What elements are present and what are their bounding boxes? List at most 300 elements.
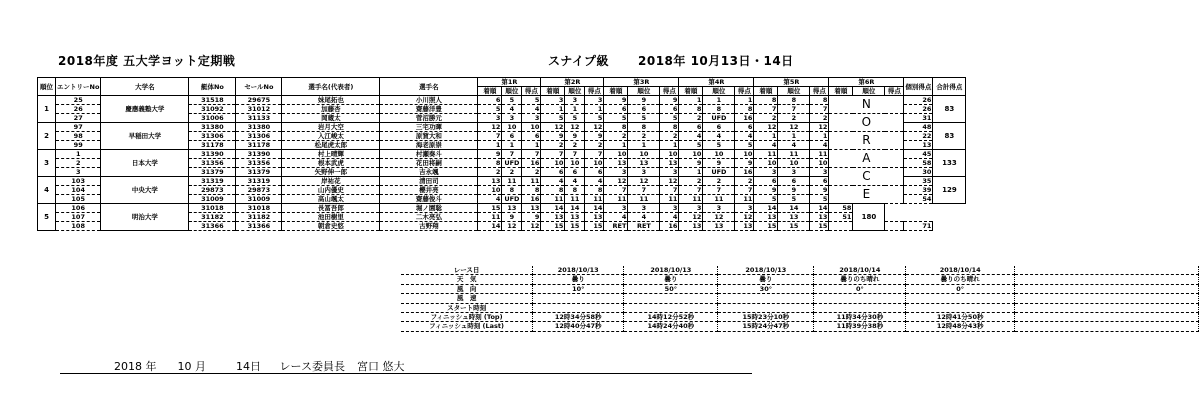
col-rank: 順位 — [38, 78, 56, 96]
race-3-value: 1 — [660, 141, 679, 150]
race-1-value: 7 — [478, 132, 502, 141]
race-2-value: 15 — [565, 222, 585, 231]
team-rank: 4 — [38, 177, 56, 204]
race-2-value: 13 — [585, 213, 604, 222]
race-3-value: 3 — [660, 204, 679, 213]
race-1-value: 7 — [522, 150, 541, 159]
entry-no: 1 — [56, 150, 101, 159]
individual-points: 26 — [904, 105, 933, 114]
crew-name: 海老原崇 — [380, 141, 478, 150]
race-4-value: 13 — [679, 222, 703, 231]
race-4-value: 12 — [679, 213, 703, 222]
race-5-value: 8 — [810, 96, 829, 105]
individual-points: 58 — [904, 159, 933, 168]
team-rank: 3 — [38, 150, 56, 177]
race-3-value: 16 — [660, 222, 679, 231]
info-value — [718, 294, 814, 303]
individual-points: 58 — [829, 204, 853, 213]
race-1-value: 11 — [478, 213, 502, 222]
race-2-value: 7 — [585, 150, 604, 159]
race-1-value: 4 — [502, 105, 522, 114]
skipper-name: 加藤杏 — [282, 105, 380, 114]
race-1-value: 2 — [522, 168, 541, 177]
race-4-value: 9 — [679, 159, 703, 168]
col-race-2-sub: 着順 — [541, 87, 565, 96]
race-2-value: 11 — [565, 195, 585, 204]
race-3-value: 3 — [660, 168, 679, 177]
sail-no: 31366 — [236, 222, 282, 231]
race-3-value: 4 — [660, 213, 679, 222]
race-4-value: 2 — [735, 177, 754, 186]
race-5-value: 12 — [778, 123, 810, 132]
race-1-value: 15 — [478, 204, 502, 213]
race-1-value: 13 — [502, 204, 522, 213]
info-value: 14時24分40秒 — [624, 322, 718, 331]
team-total: 129 — [933, 177, 966, 204]
info-value — [906, 303, 1014, 312]
race-2-value: 5 — [585, 114, 604, 123]
race-2-value: 3 — [541, 96, 565, 105]
race-3-value: 2 — [604, 132, 628, 141]
race-3-value: 7 — [628, 186, 660, 195]
skipper-name: 松尾虎太郎 — [282, 141, 380, 150]
race-2-value: 2 — [585, 141, 604, 150]
race-3-value: 13 — [660, 159, 679, 168]
race-2-value: 10 — [585, 159, 604, 168]
info-label: フィニッシュ時刻 (Last) — [401, 322, 533, 331]
hull-no: 31018 — [189, 204, 236, 213]
info-value: 曇りのち晴れ — [906, 275, 1014, 284]
race-3-value: 11 — [660, 195, 679, 204]
info-label: 天 気 — [401, 275, 533, 284]
race-4-value: 5 — [703, 141, 735, 150]
sail-no: 31018 — [236, 204, 282, 213]
sail-no: 31012 — [236, 105, 282, 114]
entry-no: 108 — [56, 222, 101, 231]
race-5-value: 8 — [778, 96, 810, 105]
skipper-name: 岸祐花 — [282, 177, 380, 186]
hull-no: 31380 — [189, 123, 236, 132]
race-3-value: 13 — [628, 159, 660, 168]
crew-name: 吉永颯 — [380, 168, 478, 177]
individual-points: 51 — [829, 213, 853, 222]
race-3-value: 10 — [604, 150, 628, 159]
race-5-value: 14 — [754, 204, 778, 213]
race-2-value: 11 — [541, 195, 565, 204]
info-blank — [1014, 275, 1198, 284]
race-5-value: 3 — [778, 168, 810, 177]
individual-points: 54 — [904, 195, 933, 204]
sail-no: 31306 — [236, 132, 282, 141]
race-1-value: 12 — [478, 123, 502, 132]
race-3-value: 6 — [604, 105, 628, 114]
race-1-value: 8 — [502, 186, 522, 195]
race-3-value: 12 — [660, 177, 679, 186]
info-value: 14時12分52秒 — [624, 313, 718, 322]
university-name: 早稲田大学 — [101, 123, 189, 150]
race-5-value: 11 — [810, 150, 829, 159]
race-5-value: 6 — [754, 177, 778, 186]
race-info-table — [401, 266, 1199, 332]
race-1-value: 5 — [502, 96, 522, 105]
table-row — [38, 204, 966, 213]
info-value — [814, 303, 906, 312]
race-2-value: 9 — [585, 132, 604, 141]
race-2-value: 9 — [541, 132, 565, 141]
race-1-value: 5 — [478, 105, 502, 114]
hull-no: 31182 — [189, 213, 236, 222]
race-4-value: 7 — [679, 186, 703, 195]
race-5-value: 15 — [778, 222, 810, 231]
crew-name: 小川照人 — [380, 96, 478, 105]
race-3-value: RET — [628, 222, 660, 231]
hull-no: 31390 — [189, 150, 236, 159]
race-4-value: 10 — [679, 150, 703, 159]
race-5-value: 7 — [810, 105, 829, 114]
race-2-value: 2 — [541, 141, 565, 150]
table-row — [38, 123, 966, 132]
sail-no: 29675 — [236, 96, 282, 105]
race-1-value: 9 — [478, 150, 502, 159]
race-2-value: 5 — [565, 114, 585, 123]
no-race-letter: R — [829, 132, 904, 150]
no-race-letter: E — [829, 186, 904, 204]
hull-no: 31518 — [189, 96, 236, 105]
race-1-value: 6 — [502, 132, 522, 141]
race-3-value: 11 — [604, 195, 628, 204]
race-1-value: 13 — [478, 177, 502, 186]
race-3-value: 5 — [628, 114, 660, 123]
col-race-1: 第1R — [478, 78, 541, 87]
race-1-value: 4 — [522, 105, 541, 114]
race-1-value: 16 — [522, 159, 541, 168]
race-4-value: 9 — [703, 159, 735, 168]
race-5-value: 11 — [778, 150, 810, 159]
info-blank — [1014, 303, 1198, 312]
info-row — [401, 284, 1199, 293]
race-5-value: 12 — [810, 123, 829, 132]
info-value: 12時34分58秒 — [533, 313, 624, 322]
race-3-value: 9 — [604, 96, 628, 105]
race-2-value: 7 — [565, 150, 585, 159]
race-4-value: 4 — [703, 132, 735, 141]
entry-no: 2 — [56, 159, 101, 168]
info-value — [814, 294, 906, 303]
col-race-2: 第2R — [541, 78, 604, 87]
results-table — [37, 77, 966, 231]
race-1-value: 3 — [478, 114, 502, 123]
race-5-value: 10 — [810, 159, 829, 168]
race-4-value: 7 — [703, 186, 735, 195]
race-5-value: 10 — [754, 159, 778, 168]
col-race-4: 第4R — [679, 78, 754, 87]
team-rank: 1 — [38, 96, 56, 123]
race-2-value: 6 — [565, 168, 585, 177]
skipper-name: 高山颯太 — [282, 195, 380, 204]
race-1-value: 3 — [502, 114, 522, 123]
race-1-value: 9 — [502, 213, 522, 222]
entry-no: 26 — [56, 105, 101, 114]
crew-name: 堀ノ園聡 — [380, 204, 478, 213]
race-5-value: 2 — [754, 114, 778, 123]
race-3-value: 9 — [660, 96, 679, 105]
race-3-value: 5 — [660, 114, 679, 123]
sail-no: 31009 — [236, 195, 282, 204]
race-2-value: 8 — [541, 186, 565, 195]
crew-name: 三宅功暉 — [380, 123, 478, 132]
race-1-value: 10 — [522, 123, 541, 132]
race-1-value: 12 — [522, 222, 541, 231]
race-2-value: 1 — [541, 105, 565, 114]
individual-points: 31 — [904, 114, 933, 123]
race-4-value: 16 — [735, 114, 754, 123]
footer-month: 10 月 — [177, 360, 206, 373]
race-3-value: 12 — [628, 177, 660, 186]
col-race-6-sub: 順位 — [853, 87, 885, 96]
col-hull: 艇体No — [189, 78, 236, 96]
race-1-value: 11 — [502, 177, 522, 186]
info-value: 30° — [718, 284, 814, 293]
col-race-3-sub: 着順 — [604, 87, 628, 96]
race-4-value: 6 — [679, 123, 703, 132]
info-value: 15時24分47秒 — [718, 322, 814, 331]
race-5-value: 8 — [754, 96, 778, 105]
info-row — [401, 266, 1199, 275]
race-2-value: 14 — [541, 204, 565, 213]
info-value: 曇り — [718, 275, 814, 284]
race-3-value: 1 — [628, 141, 660, 150]
info-value: 12時40分47秒 — [533, 322, 624, 331]
race-4-value: 7 — [735, 186, 754, 195]
race-3-value: 11 — [628, 195, 660, 204]
race-5-value: 4 — [778, 141, 810, 150]
col-entry: エントリーNo — [56, 78, 101, 96]
race-2-value: 15 — [585, 222, 604, 231]
crew-name: 清田司 — [380, 177, 478, 186]
race-4-value: 2 — [679, 114, 703, 123]
entry-no: 105 — [56, 195, 101, 204]
info-row — [401, 322, 1199, 331]
info-value: 0° — [906, 284, 1014, 293]
university-name: 中央大学 — [101, 177, 189, 204]
race-1-value: 14 — [478, 222, 502, 231]
race-4-value: 4 — [679, 132, 703, 141]
race-4-value: 1 — [735, 96, 754, 105]
crew-name: 古野翔 — [380, 222, 478, 231]
col-race-6: 第6R — [829, 78, 904, 87]
hull-no: 31379 — [189, 168, 236, 177]
entry-no: 25 — [56, 96, 101, 105]
race-2-value: 12 — [585, 123, 604, 132]
event-title: 2018年度 五大学ヨット定期戦 — [58, 54, 236, 68]
info-label: スタート時刻 — [401, 303, 533, 312]
race-5-value: 13 — [778, 213, 810, 222]
crew-name: 二木亮弘 — [380, 213, 478, 222]
hull-no: 29873 — [189, 186, 236, 195]
col-crew: 選手名 — [380, 78, 478, 96]
col-race-1-sub: 順位 — [502, 87, 522, 96]
footer-name: 宮口 悠大 — [357, 360, 405, 373]
race-5-value: 15 — [754, 222, 778, 231]
race-2-value: 13 — [565, 213, 585, 222]
race-3-value: 9 — [628, 96, 660, 105]
race-3-value: 8 — [660, 123, 679, 132]
race-5-value: 13 — [754, 213, 778, 222]
race-1-value: 4 — [478, 195, 502, 204]
race-3-value: 4 — [604, 213, 628, 222]
skipper-name: 岩月大空 — [282, 123, 380, 132]
info-value: 2018/10/13 — [533, 266, 624, 275]
race-1-value: 6 — [522, 132, 541, 141]
entry-no: 99 — [56, 141, 101, 150]
race-2-value: 11 — [585, 195, 604, 204]
skipper-name: 池田樹里 — [282, 213, 380, 222]
individual-points: 71 — [904, 222, 933, 231]
race-2-value: 7 — [541, 150, 565, 159]
race-4-value: 2 — [703, 177, 735, 186]
team-rank: 5 — [38, 204, 56, 231]
team-total: 133 — [933, 150, 966, 177]
individual-points: 22 — [904, 132, 933, 141]
info-blank — [1014, 266, 1198, 275]
race-3-value: 3 — [604, 204, 628, 213]
hull-no: 31092 — [189, 105, 236, 114]
race-2-value: 4 — [585, 177, 604, 186]
race-2-value: 9 — [565, 132, 585, 141]
sail-no: 31178 — [236, 141, 282, 150]
hull-no: 31009 — [189, 195, 236, 204]
race-4-value: 8 — [703, 105, 735, 114]
race-4-value: 8 — [679, 105, 703, 114]
race-4-value: 8 — [735, 105, 754, 114]
sail-no: 31133 — [236, 114, 282, 123]
no-race-letter: O — [829, 114, 904, 132]
race-5-value: 3 — [754, 168, 778, 177]
race-5-value: 9 — [810, 186, 829, 195]
race-3-value: 12 — [604, 177, 628, 186]
university-name: 明治大学 — [101, 204, 189, 231]
crew-name: 原賀大和 — [380, 132, 478, 141]
race-4-value: 1 — [679, 96, 703, 105]
race-2-value: 4 — [541, 177, 565, 186]
info-value: 11時39分38秒 — [814, 322, 906, 331]
skipper-name: 長冨吾郎 — [282, 204, 380, 213]
race-4-value: 9 — [735, 159, 754, 168]
race-1-value: 11 — [522, 177, 541, 186]
crew-name: 齋藤俊斗 — [380, 195, 478, 204]
skipper-name: 入江峻太 — [282, 132, 380, 141]
race-1-value: 1 — [522, 141, 541, 150]
race-3-value: 7 — [604, 186, 628, 195]
race-5-value: 2 — [778, 114, 810, 123]
hull-no: 31319 — [189, 177, 236, 186]
info-label: レース日 — [401, 266, 533, 275]
no-race-letter: A — [829, 150, 904, 168]
info-value: 11時34分30秒 — [814, 313, 906, 322]
race-4-value: 3 — [735, 204, 754, 213]
individual-points: 39 — [904, 186, 933, 195]
team-total: 83 — [933, 96, 966, 123]
col-race-3: 第3R — [604, 78, 679, 87]
info-label: フィニッシュ時刻 (Top) — [401, 313, 533, 322]
race-3-value: 3 — [628, 168, 660, 177]
crew-name: 花田将嗣 — [380, 159, 478, 168]
race-4-value: 3 — [703, 204, 735, 213]
race-3-value: 6 — [660, 105, 679, 114]
info-value — [718, 303, 814, 312]
race-2-value: 2 — [565, 141, 585, 150]
col-skipper: 選手名(代表者) — [282, 78, 380, 96]
race-5-value: 3 — [810, 168, 829, 177]
race-4-value: 3 — [679, 204, 703, 213]
race-5-value: 1 — [810, 132, 829, 141]
race-3-value: 8 — [628, 123, 660, 132]
event-date: 2018年 10月13日・14日 — [638, 54, 794, 68]
info-blank — [1014, 294, 1198, 303]
race-1-value: 5 — [522, 96, 541, 105]
individual-points: 45 — [904, 150, 933, 159]
info-value: 10° — [533, 284, 624, 293]
race-4-value: 11 — [679, 195, 703, 204]
race-5-value: 1 — [754, 132, 778, 141]
table-row — [38, 177, 966, 186]
race-3-value: 7 — [660, 186, 679, 195]
table-row — [38, 150, 966, 159]
race-1-value: UFD — [502, 195, 522, 204]
race-2-value: 6 — [541, 168, 565, 177]
individual-points: 13 — [904, 141, 933, 150]
crew-name: 菅沼勝元 — [380, 114, 478, 123]
col-race-1-sub: 得点 — [522, 87, 541, 96]
skipper-name: 岡蔵太 — [282, 114, 380, 123]
race-1-value: 1 — [478, 141, 502, 150]
crew-name: 櫻井亮 — [380, 186, 478, 195]
info-blank — [1014, 284, 1198, 293]
race-5-value: 9 — [754, 186, 778, 195]
race-1-value: 10 — [478, 186, 502, 195]
race-1-value: UFD — [502, 159, 522, 168]
race-1-value: 9 — [522, 213, 541, 222]
university-name: 慶應義塾大学 — [101, 96, 189, 123]
race-2-value: 15 — [541, 222, 565, 231]
info-value — [533, 303, 624, 312]
sail-no: 31390 — [236, 150, 282, 159]
info-row — [401, 294, 1199, 303]
hull-no: 31356 — [189, 159, 236, 168]
race-1-value: 6 — [478, 96, 502, 105]
race-5-value: 14 — [810, 204, 829, 213]
skipper-name: 妹尾拓也 — [282, 96, 380, 105]
race-2-value: 12 — [541, 123, 565, 132]
race-3-value: 13 — [604, 159, 628, 168]
race-4-value: 6 — [735, 123, 754, 132]
race-4-value: 4 — [735, 132, 754, 141]
col-race-2-sub: 得点 — [585, 87, 604, 96]
race-1-value: 1 — [502, 141, 522, 150]
footer-role: レース委員長 — [279, 360, 345, 373]
race-4-value: UFD — [703, 114, 735, 123]
table-row — [38, 96, 966, 105]
info-value: 12時41分50秒 — [906, 313, 1014, 322]
race-3-value: 8 — [604, 123, 628, 132]
hull-no: 31306 — [189, 132, 236, 141]
race-2-value: 4 — [565, 177, 585, 186]
entry-no: 27 — [56, 114, 101, 123]
info-blank — [1014, 322, 1198, 331]
info-value — [624, 294, 718, 303]
crew-name: 村瀬奏斗 — [380, 150, 478, 159]
race-1-value: 7 — [502, 150, 522, 159]
